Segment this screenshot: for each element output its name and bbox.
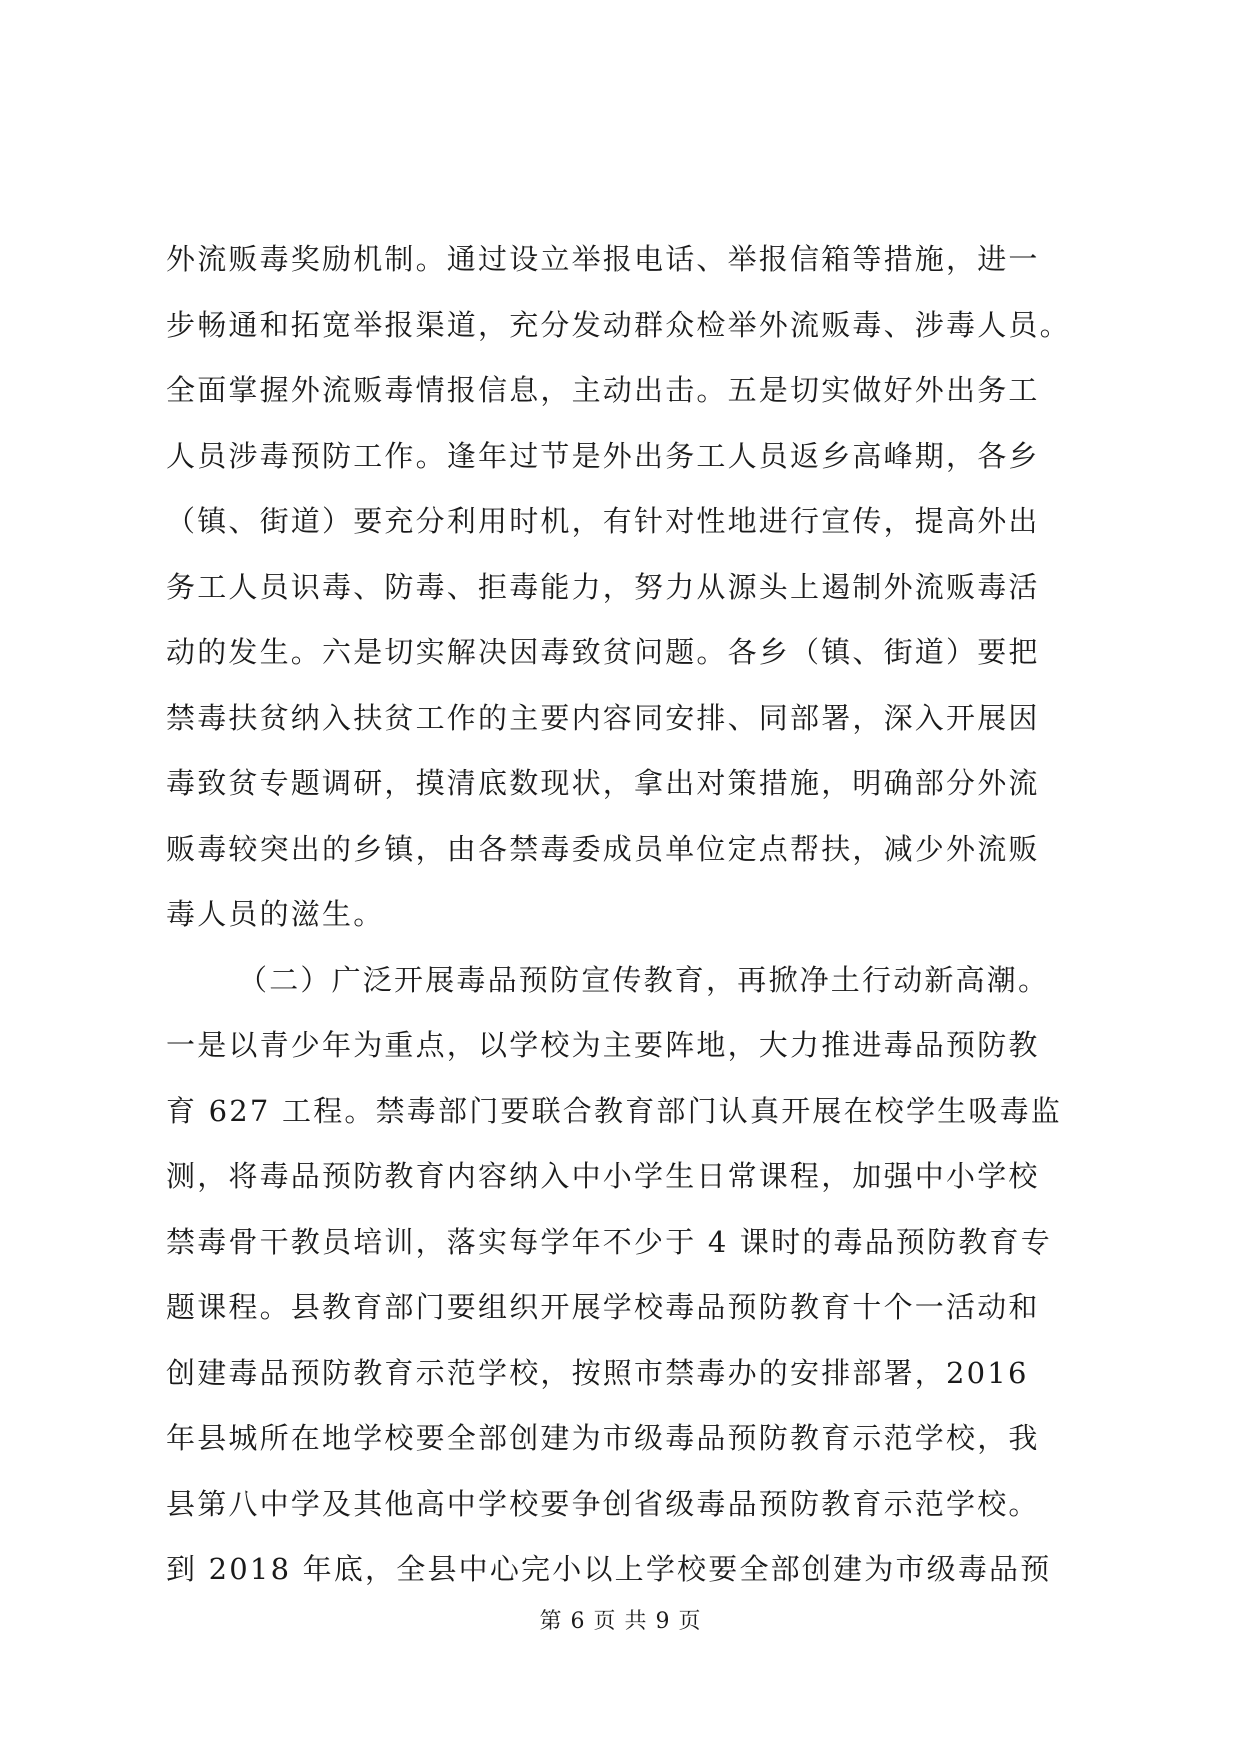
text-line: 动的发生。六是切实解决因毒致贫问题。各乡（镇、街道）要把 bbox=[166, 635, 1040, 669]
text-line: 到 2018 年底，全县中心完小以上学校要全部创建为市级毒品预 bbox=[166, 1552, 1052, 1586]
page-number-footer: 第 6 页 共 9 页 bbox=[539, 1609, 702, 1634]
text-line: 人员涉毒预防工作。逢年过节是外出务工人员返乡高峰期，各乡 bbox=[166, 438, 1040, 473]
section-heading: （二）广泛开展毒品预防宣传教育，再掀净土行动新高潮。 bbox=[238, 962, 1050, 997]
text-line: 贩毒较突出的乡镇，由各禁毒委成员单位定点帮扶，减少外流贩 bbox=[166, 831, 1040, 866]
text-line: 禁毒扶贫纳入扶贫工作的主要内容同安排、同部署，深入开展因 bbox=[166, 700, 1040, 735]
text-line: 一是以青少年为重点，以学校为主要阵地，大力推进毒品预防教 bbox=[166, 1028, 1040, 1062]
text-line: 育 627 工程。禁毒部门要联合教育部门认真开展在校学生吸毒监 bbox=[166, 1093, 1062, 1128]
text-line: （镇、街道）要充分利用时机，有针对性地进行宣传，提高外出 bbox=[166, 504, 1040, 538]
body-text bbox=[166, 227, 1081, 1603]
text-line: 全面掌握外流贩毒情报信息，主动出击。五是切实做好外出务工 bbox=[166, 373, 1040, 407]
text-line: 外流贩毒奖励机制。通过设立举报电话、举报信箱等措施，进一 bbox=[166, 242, 1040, 276]
text-line: 禁毒骨干教员培训，落实每学年不少于 4 课时的毒品预防教育专 bbox=[166, 1224, 1052, 1259]
text-line: 务工人员识毒、防毒、拒毒能力，努力从源头上遏制外流贩毒活 bbox=[166, 569, 1040, 604]
text-line: 测，将毒品预防教育内容纳入中小学生日常课程，加强中小学校 bbox=[166, 1159, 1040, 1193]
text-line: 县第八中学及其他高中学校要争创省级毒品预防教育示范学校。 bbox=[166, 1486, 1040, 1521]
text-line: 创建毒品预防教育示范学校，按照市禁毒办的安排部署，2016 bbox=[166, 1355, 1029, 1390]
text-line: 题课程。县教育部门要组织开展学校毒品预防教育十个一活动和 bbox=[166, 1290, 1040, 1324]
text-line: 年县城所在地学校要全部创建为市级毒品预防教育示范学校，我 bbox=[166, 1421, 1040, 1455]
text-line: 毒人员的滋生。 bbox=[166, 897, 385, 931]
text-line: 毒致贫专题调研，摸清底数现状，拿出对策措施，明确部分外流 bbox=[166, 766, 1040, 800]
text-line: 步畅通和拓宽举报渠道，充分发动群众检举外流贩毒、涉毒人员。 bbox=[166, 307, 1071, 342]
